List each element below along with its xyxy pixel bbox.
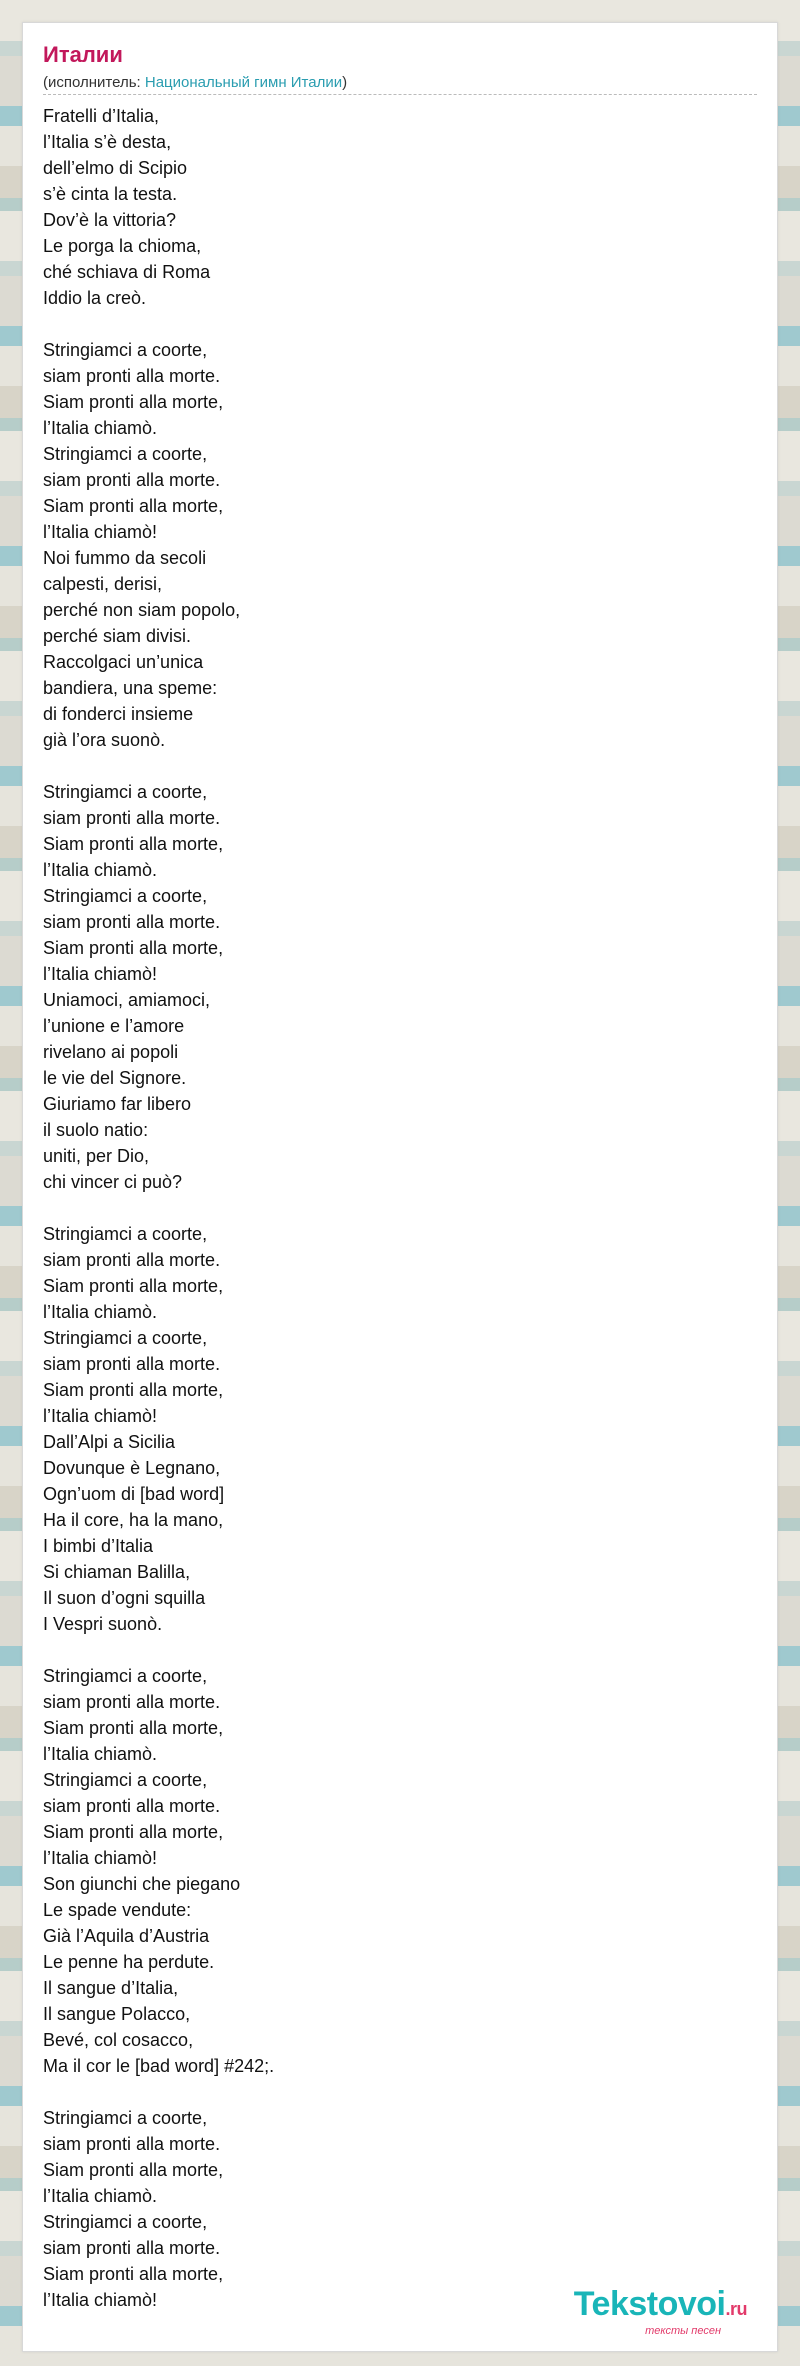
lyric-line: siam pronti alla morte.: [43, 912, 221, 932]
lyric-line: I Vespri suonò.: [43, 1614, 163, 1634]
lyric-line: Stringiamci a coorte,: [43, 886, 208, 906]
lyric-line: Si chiaman Balilla,: [43, 1562, 191, 1582]
lyric-line: Dall’Alpi a Sicilia: [43, 1432, 176, 1452]
lyric-line: Già l’Aquila d’Austria: [43, 1926, 210, 1946]
lyric-line: s’è cinta la testa.: [43, 184, 178, 204]
lyric-line: Stringiamci a coorte,: [43, 444, 208, 464]
lyric-line: Le penne ha perdute.: [43, 1952, 215, 1972]
lyric-line: l’unione e l’amore: [43, 1016, 185, 1036]
lyric-line: chi vincer ci può?: [43, 1172, 183, 1192]
lyric-line: siam pronti alla morte.: [43, 1354, 221, 1374]
logo-wordmark: [574, 2286, 747, 2327]
lyric-line: Dov’è la vittoria?: [43, 210, 177, 230]
lyric-line: dell’elmo di Scipio: [43, 158, 188, 178]
lyric-line: di fonderci insieme: [43, 704, 194, 724]
lyric-line: Ma il cor le [bad word] #242;.: [43, 2056, 275, 2076]
logo-name: Tekstovoi: [573, 2285, 726, 2323]
lyric-line: Stringiamci a coorte,: [43, 782, 208, 802]
artist-line: [43, 73, 347, 93]
lyric-line: Siam pronti alla morte,: [43, 2160, 224, 2180]
lyric-line: siam pronti alla morte.: [43, 1692, 221, 1712]
lyric-line: l’Italia chiamò.: [43, 2186, 158, 2206]
lyric-line: Fratelli d’Italia,: [43, 106, 160, 126]
lyric-line: Stringiamci a coorte,: [43, 2108, 208, 2128]
artist-link[interactable]: Национальный гимн Италии: [144, 74, 343, 91]
lyric-line: Uniamoci, amiamoci,: [43, 990, 211, 1010]
lyric-line: uniti, per Dio,: [43, 1146, 150, 1166]
lyric-line: rivelano ai popoli: [43, 1042, 179, 1062]
lyric-line: Stringiamci a coorte,: [43, 1770, 208, 1790]
lyric-line: siam pronti alla morte.: [43, 470, 221, 490]
lyric-line: Giuriamo far libero: [43, 1094, 192, 1114]
logo-tagline: тексты песен: [645, 2325, 721, 2337]
lyric-line: siam pronti alla morte.: [43, 1796, 221, 1816]
lyric-line: Raccolgaci un’unica: [43, 652, 204, 672]
lyric-line: Bevé, col cosacco,: [43, 2030, 194, 2050]
lyric-line: Stringiamci a coorte,: [43, 1224, 208, 1244]
lyric-line: I bimbi d’Italia: [43, 1536, 154, 1556]
lyric-line: calpesti, derisi,: [43, 574, 163, 594]
lyric-line: perché siam divisi.: [43, 626, 192, 646]
lyric-line: Siam pronti alla morte,: [43, 392, 224, 412]
lyric-line: Son giunchi che piegano: [43, 1874, 241, 1894]
lyric-line: Siam pronti alla morte,: [43, 2264, 224, 2284]
site-logo[interactable]: [574, 2286, 747, 2337]
lyric-line: il suolo natio:: [43, 1120, 149, 1140]
lyrics-card: [22, 22, 778, 2352]
song-title: Италии: [43, 42, 123, 67]
lyric-line: siam pronti alla morte.: [43, 808, 221, 828]
lyric-line: ché schiava di Roma: [43, 262, 211, 282]
lyric-line: [43, 2079, 274, 2105]
artist-prefix: (исполнитель:: [43, 74, 145, 91]
lyric-line: Noi fummo da secoli: [43, 548, 207, 568]
lyric-line: l’Italia chiamò!: [43, 964, 158, 984]
lyric-line: siam pronti alla morte.: [43, 2238, 221, 2258]
lyric-line: già l’ora suonò.: [43, 730, 166, 750]
lyric-line: Siam pronti alla morte,: [43, 496, 224, 516]
logo-tld: .ru: [725, 2299, 747, 2319]
lyric-line: perché non siam popolo,: [43, 600, 241, 620]
lyric-line: l’Italia chiamò.: [43, 1744, 158, 1764]
lyric-line: l’Italia chiamò!: [43, 1406, 158, 1426]
lyric-line: Siam pronti alla morte,: [43, 1718, 224, 1738]
lyric-line: Ha il core, ha la mano,: [43, 1510, 224, 1530]
lyric-line: l’Italia chiamò!: [43, 1848, 158, 1868]
lyrics-text: [43, 103, 274, 2313]
artist-suffix: ): [342, 74, 348, 91]
lyric-line: l’Italia chiamò!: [43, 2290, 158, 2310]
lyric-line: l’Italia chiamò.: [43, 860, 158, 880]
lyric-line: [43, 1637, 274, 1663]
lyric-line: Dovunque è Legnano,: [43, 1458, 221, 1478]
lyric-line: l’Italia s’è desta,: [43, 132, 172, 152]
lyric-line: bandiera, una speme:: [43, 678, 218, 698]
lyric-line: [43, 1195, 274, 1221]
lyric-line: Ogn’uom di [bad word]: [43, 1484, 225, 1504]
lyric-line: Siam pronti alla morte,: [43, 1822, 224, 1842]
lyric-line: Siam pronti alla morte,: [43, 1276, 224, 1296]
header-divider: [43, 94, 757, 95]
lyric-line: Siam pronti alla morte,: [43, 1380, 224, 1400]
lyric-line: [43, 311, 274, 337]
lyric-line: Stringiamci a coorte,: [43, 1666, 208, 1686]
lyric-line: siam pronti alla morte.: [43, 1250, 221, 1270]
lyric-line: Il suon d’ogni squilla: [43, 1588, 206, 1608]
lyric-line: Iddio la creò.: [43, 288, 147, 308]
lyric-line: Il sangue Polacco,: [43, 2004, 191, 2024]
lyric-line: Le spade vendute:: [43, 1900, 192, 1920]
lyric-line: l’Italia chiamò.: [43, 1302, 158, 1322]
lyric-line: l’Italia chiamò!: [43, 522, 158, 542]
lyric-line: Il sangue d’Italia,: [43, 1978, 179, 1998]
lyric-line: Stringiamci a coorte,: [43, 2212, 208, 2232]
lyric-line: Siam pronti alla morte,: [43, 938, 224, 958]
lyric-line: Le porga la chioma,: [43, 236, 202, 256]
lyric-line: Siam pronti alla morte,: [43, 834, 224, 854]
lyric-line: [43, 753, 274, 779]
lyric-line: siam pronti alla morte.: [43, 2134, 221, 2154]
lyric-line: le vie del Signore.: [43, 1068, 187, 1088]
lyric-line: Stringiamci a coorte,: [43, 1328, 208, 1348]
lyric-line: siam pronti alla morte.: [43, 366, 221, 386]
lyric-line: l’Italia chiamò.: [43, 418, 158, 438]
lyric-line: Stringiamci a coorte,: [43, 340, 208, 360]
